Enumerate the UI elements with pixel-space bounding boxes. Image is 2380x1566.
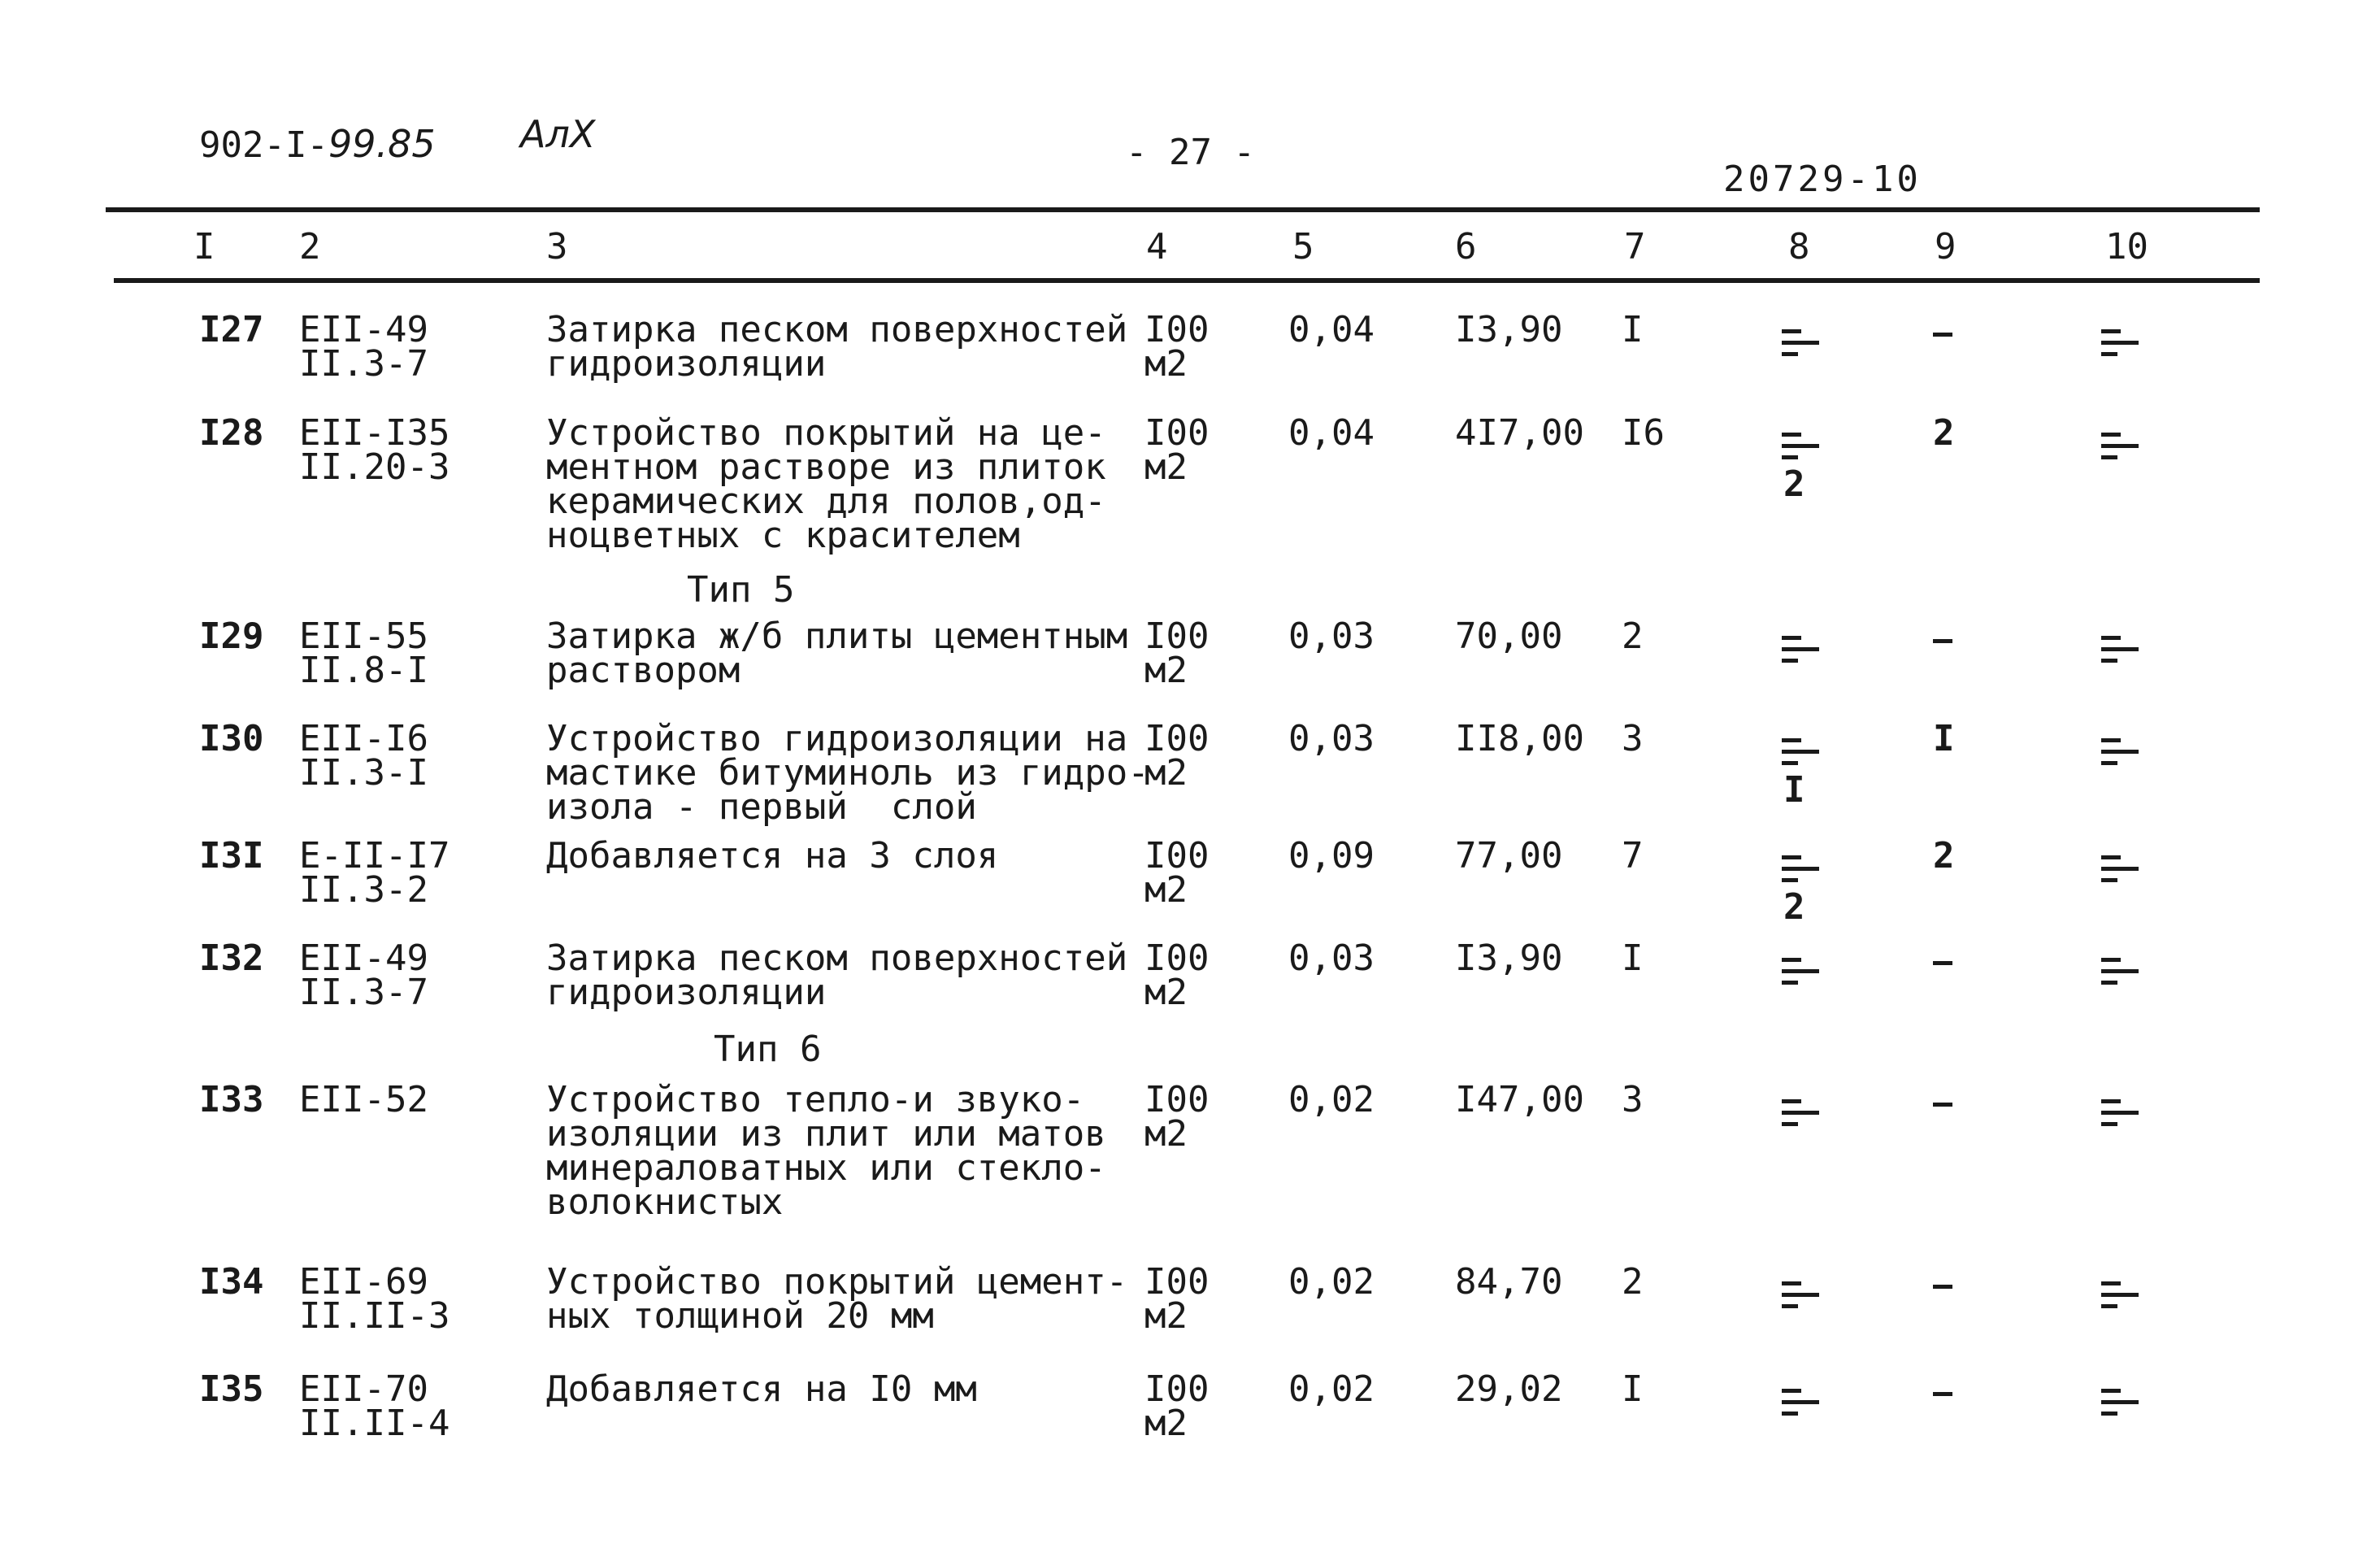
row-col7: 3 <box>1622 1079 1644 1120</box>
row-number: I33 <box>199 1079 264 1120</box>
row-unit: I00 м2 <box>1144 835 1210 911</box>
top-rule <box>106 207 2260 212</box>
doc-code-handwritten: 99.85 <box>328 122 436 166</box>
row-unit: I00 м2 <box>1144 616 1210 691</box>
col-1-header: I <box>193 226 215 268</box>
row-unit: I00 м2 <box>1144 937 1210 1013</box>
hand-mark: АлХ <box>520 112 596 156</box>
row-price: 70,00 <box>1455 616 1563 657</box>
col-6-header: 6 <box>1455 226 1477 268</box>
row-code: EII-I35 II.20-3 <box>299 412 450 488</box>
col-5-header: 5 <box>1292 226 1314 268</box>
row-col9-dash <box>1933 1392 1952 1396</box>
row-quantity: 0,09 <box>1288 835 1375 877</box>
col-10-header: 10 <box>2105 226 2148 268</box>
row-description: Устройство тепло-и звуко- изоляции из плит или матов минераловатных или стекло- волокнистых <box>546 1079 1106 1223</box>
row-description: Добавляется на 3 слоя <box>546 835 999 877</box>
row-code: E-II-I7 II.3-2 <box>299 835 450 911</box>
row-col9-dash <box>1933 1285 1952 1289</box>
row-unit: I00 м2 <box>1144 1079 1210 1155</box>
subheading-type6: Тип 6 <box>714 1029 822 1070</box>
row-col9: 2 <box>1933 412 1955 454</box>
row-col9-dash <box>1933 961 1952 965</box>
row-col7: I <box>1622 309 1644 350</box>
row-code: EII-69 II.II-3 <box>299 1261 450 1337</box>
row-unit: I00 м2 <box>1144 1368 1210 1444</box>
row-quantity: 0,02 <box>1288 1079 1375 1120</box>
row-price: 4I7,00 <box>1455 412 1584 454</box>
row-col7: 2 <box>1622 616 1644 657</box>
row-quantity: 0,03 <box>1288 937 1375 979</box>
row-number: I28 <box>199 412 264 454</box>
row-unit: I00 м2 <box>1144 718 1210 794</box>
row-col7: I6 <box>1622 412 1665 454</box>
row-number: I34 <box>199 1261 264 1303</box>
row-col9-dash <box>1933 333 1952 337</box>
row-quantity: 0,03 <box>1288 718 1375 759</box>
row-unit: I00 м2 <box>1144 309 1210 385</box>
col-2-header: 2 <box>299 226 321 268</box>
page-number: - 27 - <box>1126 132 1255 173</box>
row-col9: I <box>1933 718 1955 759</box>
row-col7: 3 <box>1622 718 1644 759</box>
col-8-header: 8 <box>1788 226 1810 268</box>
row-unit: I00 м2 <box>1144 412 1210 488</box>
row-price: 29,02 <box>1455 1368 1563 1410</box>
row-price: II8,00 <box>1455 718 1584 759</box>
row-col9-dash <box>1933 639 1952 643</box>
col-4-header: 4 <box>1146 226 1168 268</box>
row-number: I30 <box>199 718 264 759</box>
row-number: I3I <box>199 835 264 877</box>
doc-code <box>199 122 436 166</box>
row-quantity: 0,04 <box>1288 412 1375 454</box>
row-quantity: 0,04 <box>1288 309 1375 350</box>
row-quantity: 0,03 <box>1288 616 1375 657</box>
row-description: Затирка ж/б плиты цементным раствором <box>546 616 1128 691</box>
row-description: Устройство гидроизоляции на мастике битуминоль из гидро- изола - первый слой <box>546 718 1149 828</box>
row-number: I32 <box>199 937 264 979</box>
archive-number: 20729-10 <box>1723 159 1922 200</box>
row-price: I47,00 <box>1455 1079 1584 1120</box>
row-code: EII-55 II.8-I <box>299 616 428 691</box>
row-description: Добавляется на I0 мм <box>546 1368 977 1410</box>
row-price: I3,90 <box>1455 937 1563 979</box>
row-price: 77,00 <box>1455 835 1563 877</box>
row-number: I27 <box>199 309 264 350</box>
row-description: Устройство покрытий на це- ментном растворе из плиток керамических для полов,од- ноцветных с красителем <box>546 412 1106 556</box>
row-col7: 2 <box>1622 1261 1644 1303</box>
row-quantity: 0,02 <box>1288 1261 1375 1303</box>
row-code: EII-49 II.3-7 <box>299 309 428 385</box>
row-description: Устройство покрытий цемент- ных толщиной 20 мм <box>546 1261 1128 1337</box>
col-7-header: 7 <box>1624 226 1646 268</box>
row-quantity: 0,02 <box>1288 1368 1375 1410</box>
row-unit: I00 м2 <box>1144 1261 1210 1337</box>
row-col9-dash <box>1933 1103 1952 1107</box>
row-price: I3,90 <box>1455 309 1563 350</box>
row-description: Затирка песком поверхностей гидроизоляции <box>546 309 1128 385</box>
subheading-type5: Тип 5 <box>687 569 795 611</box>
row-price: 84,70 <box>1455 1261 1563 1303</box>
row-number: I35 <box>199 1368 264 1410</box>
row-code: EII-52 <box>299 1079 428 1120</box>
row-col7: I <box>1622 937 1644 979</box>
doc-code-print: 902-I- <box>199 124 328 166</box>
header-rule <box>114 278 2260 283</box>
row-col9: 2 <box>1933 835 1955 877</box>
row-code: EII-49 II.3-7 <box>299 937 428 1013</box>
row-description: Затирка песком поверхностей гидроизоляции <box>546 937 1128 1013</box>
row-number: I29 <box>199 616 264 657</box>
row-code: EII-70 II.II-4 <box>299 1368 450 1444</box>
row-col7: I <box>1622 1368 1644 1410</box>
col-9-header: 9 <box>1935 226 1957 268</box>
row-col7: 7 <box>1622 835 1644 877</box>
col-3-header: 3 <box>546 226 568 268</box>
row-code: EII-I6 II.3-I <box>299 718 428 794</box>
